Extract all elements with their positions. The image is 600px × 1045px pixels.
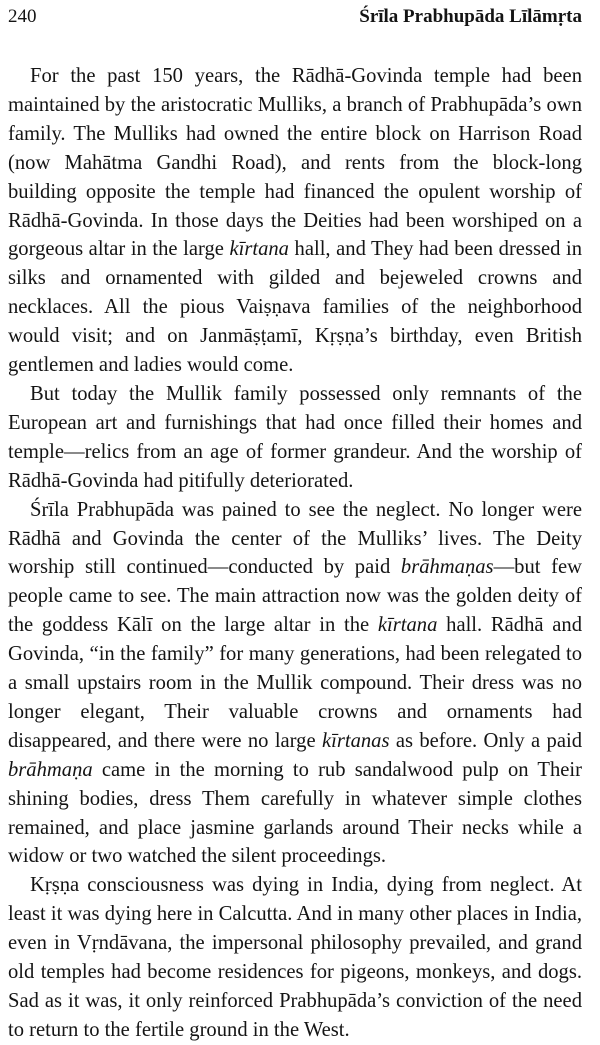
text-run: But today the Mullik family possessed only remnants of the European art and furnishings that had once filled their homes and temple—relics from an age of former grandeur. And the worship of Rādhā-Govinda had pitifully deteriorated. <box>8 382 582 492</box>
text-run: For the past 150 years, the Rādhā-Govinda temple had been maintained by the aristocratic Mulliks, a branch of Prabhupāda’s own family. The Mulliks had owned the entire block on Harrison Road (now Mahātma Gandhi Road), and rents from the block-long building opposite the temple had financed the opulent worship of Rādhā-Govinda. In those days the Deities had been worshiped on a gorgeous altar in the large <box>8 65 582 261</box>
italic-term: brāhmaṇa <box>8 758 93 781</box>
body-text <box>8 62 582 1045</box>
text-run: hall, and They had been dressed in silks and ornamented with gilded and bejeweled crowns and necklaces. All the pious Vaiṣṇava families of the neighborhood would visit; and on Janmāṣṭamī, Kṛṣṇa’s birthday, even British gentlemen and ladies would come. <box>8 238 582 377</box>
paragraph <box>8 496 582 872</box>
italic-term: kīrtanas <box>321 729 390 752</box>
text-run: Śrīla Prabhupāda was pained to see the neglect. No longer were Rādhā and Govinda the center of the Mulliks’ lives. The Deity worship still continued—conducted by paid <box>8 498 582 579</box>
text-run: came in the morning to rub sandalwood pulp on Their shining bodies, dress Them carefully in whatever simple clothes remained, and place jasmine garlands around Their necks while a widow or two watched the silent proceedings. <box>8 758 582 868</box>
paragraph <box>8 871 582 1044</box>
text-run: hall. Rādhā and Govinda, “in the family” for many generations, had been relegated to a small upstairs room in the Mullik compound. Their dress was no longer elegant, Their valuable crowns and ornaments had disappeared, and there were no large <box>8 614 582 752</box>
running-head <box>8 0 582 32</box>
paragraph <box>8 62 582 380</box>
text-run: as before. Only a paid <box>389 729 582 752</box>
book-title: Śrīla Prabhupāda Līlāmṛta <box>359 6 582 27</box>
text-run: Kṛṣṇa consciousness was dying in India, dying from neglect. At least it was dying here in Calcutta. And in many other places in India, even in Vṛndāvana, the impersonal philosophy prevailed, and grand old temples had become residences for pigeons, monkeys, and dogs. Sad as it was, it only reinforced Prabhupāda’s conviction of the need to return to the fertile ground in the West. <box>8 874 582 1041</box>
italic-term: kīrtana <box>377 614 438 637</box>
italic-term: brāhmaṇas <box>400 556 494 579</box>
paragraph <box>8 380 582 496</box>
italic-term: kīrtana <box>229 238 289 261</box>
text-run: —but few people came to see. The main attraction now was the golden deity of the goddess Kālī on the large altar in the <box>8 556 582 637</box>
page-number: 240 <box>8 6 37 27</box>
